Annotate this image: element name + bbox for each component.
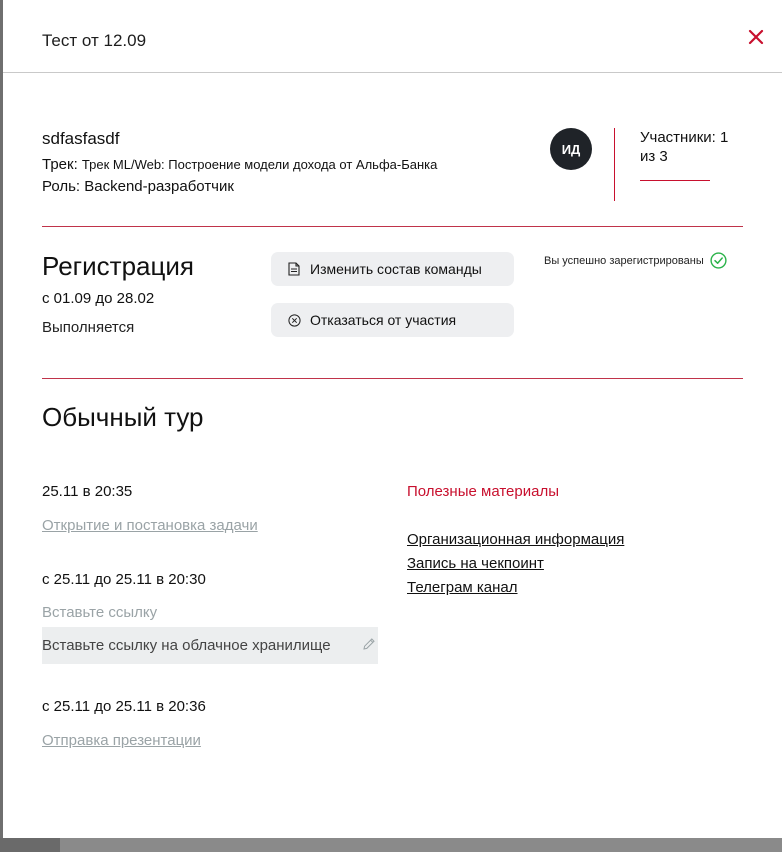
link-field-label: Вставьте ссылку: [42, 604, 158, 621]
edit-team-label: Изменить состав команды: [310, 261, 482, 277]
backdrop-bottom: [0, 838, 782, 852]
event-link-opening[interactable]: Открытие и постановка задачи: [42, 517, 258, 534]
close-icon: [745, 26, 767, 48]
pencil-icon[interactable]: [362, 637, 376, 651]
decline-label: Отказаться от участия: [310, 312, 457, 328]
registration-success-text: Вы успешно зарегистрированы: [544, 254, 704, 267]
material-link-org-info[interactable]: Организационная информация: [407, 531, 625, 548]
circle-x-icon: [287, 313, 301, 327]
decline-participation-button[interactable]: [271, 303, 514, 337]
registration-success: [544, 252, 727, 269]
event-time: 25.11 в 20:35: [42, 483, 133, 500]
close-button[interactable]: [745, 26, 767, 48]
edit-team-button[interactable]: [271, 252, 514, 286]
event-link-presentation[interactable]: Отправка презентации: [42, 732, 201, 749]
participants-underline: [640, 180, 710, 181]
registration-title: Регистрация: [42, 251, 194, 281]
round-title: Обычный тур: [42, 402, 204, 432]
registration-status: Выполняется: [42, 319, 135, 336]
modal-header: [3, 0, 782, 73]
vertical-divider: [614, 128, 615, 201]
track-value: Трек ML/Web: Построение модели дохода от Альфа-Банка: [81, 157, 438, 172]
material-link-telegram[interactable]: Телеграм канал: [407, 579, 518, 596]
role-value: Backend-разработчик: [84, 178, 234, 195]
material-link-checkpoint[interactable]: Запись на чекпоинт: [407, 555, 544, 572]
modal-title: Тест от 12.09: [42, 31, 147, 50]
event-time: с 25.11 до 25.11 в 20:30: [42, 571, 206, 588]
section-divider: [42, 226, 743, 227]
team-modal: [3, 0, 782, 838]
avatar[interactable]: ИД: [550, 128, 592, 170]
document-icon: [287, 262, 301, 276]
role-label: Роль:: [42, 178, 81, 195]
check-circle-icon: [710, 252, 727, 269]
materials-title: Полезные материалы: [407, 483, 559, 500]
team-role: [42, 178, 234, 195]
registration-dates: с 01.09 до 28.02: [42, 290, 155, 307]
track-label: Трек:: [42, 156, 78, 173]
team-track: [42, 156, 437, 173]
cloud-link-input[interactable]: [42, 627, 378, 664]
section-divider: [42, 378, 743, 379]
event-time: с 25.11 до 25.11 в 20:36: [42, 698, 206, 715]
team-name: sdfasfasdf: [42, 129, 120, 148]
participants-count: Участники: 1 из 3: [640, 129, 729, 165]
